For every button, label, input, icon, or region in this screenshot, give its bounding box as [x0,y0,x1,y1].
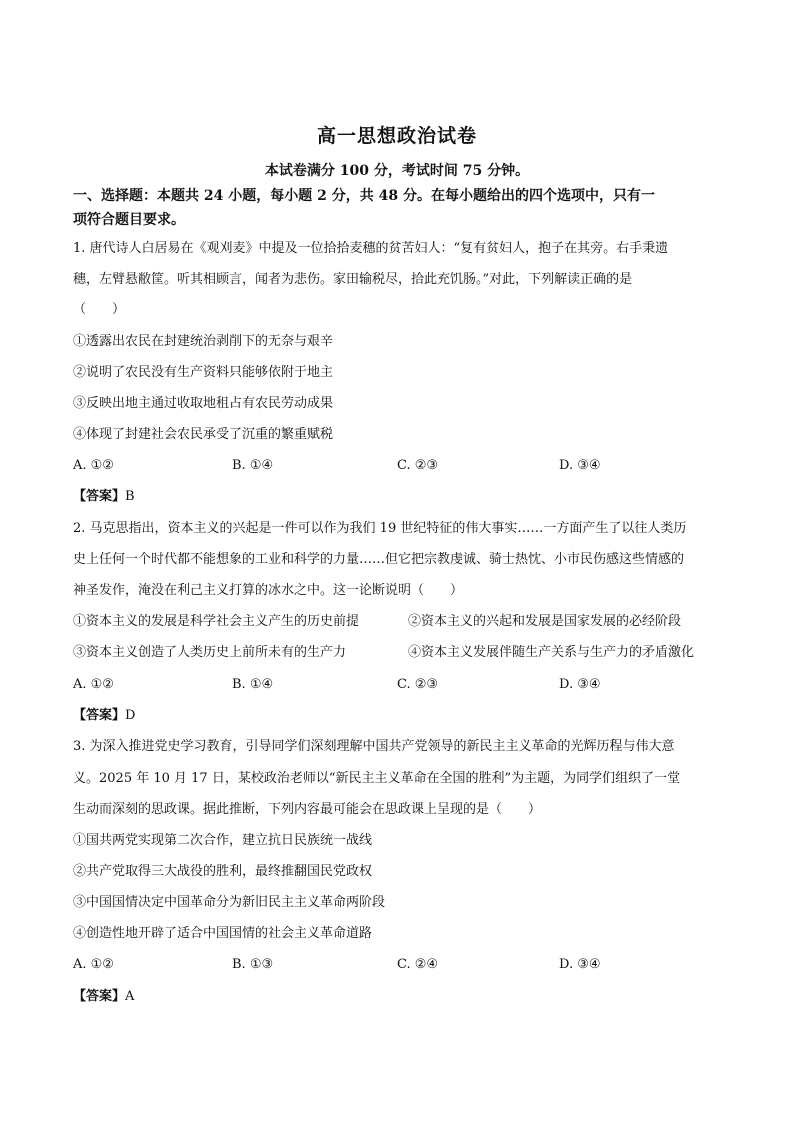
question-stem-line: （ ） [73,302,126,317]
choice-b: B. ①④ [232,677,274,692]
statement-option: ④创造性地开辟了适合中国国情的社会主义革命道路 [73,926,373,941]
statement-option: ④资本主义发展伴随生产关系与生产力的矛盾激化 [408,645,695,660]
answer-label: 【答案】 [73,989,126,1004]
choice-b: B. ①④ [232,458,274,473]
answer-label: 【答案】 [73,708,126,723]
question-stem-line: 生动而深刻的思政课。据此推断，下列内容最可能会在思政课上呈现的是（ ） [73,802,542,817]
page-title: 高一思想政治试卷 [316,125,477,147]
answer-choices [73,456,725,476]
choice-d: D. ③④ [559,458,601,473]
question-stem-line: 2. 马克思指出，资本主义的兴起是一件可以作为我们 19 世纪特征的伟大事实……一方面产生了以往人类历 [73,521,687,536]
statement-option: ②说明了农民没有生产资料只能够依附于地主 [73,365,334,380]
statement-option: ③反映出地主通过收取地租占有农民劳动成果 [73,396,334,411]
answer-line [73,487,135,507]
choice-a: A. ①② [73,458,114,473]
choice-d: D. ③④ [559,957,601,972]
answer-choices [73,675,725,695]
choice-c: C. ②④ [397,957,439,972]
question-stem-line: 1. 唐代诗人白居易在《观刈麦》中提及一位拾拾麦穗的贫苦妇人：“复有贫妇人，抱子在其旁。右手秉遗 [73,241,669,256]
statement-option: ①国共两党实现第二次合作，建立抗日民族统一战线 [73,833,373,848]
statement-option: ②共产党取得三大战役的胜利，最终推翻国民党政权 [73,864,373,879]
statement-option: ③资本主义创造了人类历史上前所未有的生产力 [73,645,347,660]
answer-line [73,706,135,726]
choice-c: C. ②③ [397,458,439,473]
question-stem-line: 神圣发作，淹没在利己主义打算的冰水之中。这一论断说明（ ） [73,583,464,598]
answer-line [73,987,134,1007]
statement-option: ①透露出农民在封建统治剥削下的无奈与艰辛 [73,334,334,349]
statement-option: ③中国国情决定中国革命分为新旧民主主义革命两阶段 [73,895,386,910]
choice-a: A. ①② [73,957,114,972]
statement-option: ①资本主义的发展是科学社会主义产生的历史前提 [73,614,360,629]
answer-label: 【答案】 [73,489,126,504]
statement-option: ②资本主义的兴起和发展是国家发展的必经阶段 [408,614,682,629]
choice-d: D. ③④ [559,677,601,692]
choice-c: C. ②③ [397,677,439,692]
section-heading-cont: 项符合题目要求。 [73,212,185,228]
choice-a: A. ①② [73,677,114,692]
choice-b: B. ①③ [232,957,274,972]
exam-info: 本试卷满分 100 分，考试时间 75 分钟。 [264,163,530,179]
question-stem-line: 义。2025 年 10 月 17 日，某校政治老师以“新民主主义革命在全国的胜利”为主题，为同学们组织了一堂 [73,771,681,786]
statement-option: ④体现了封建社会农民承受了沉重的繁重赋税 [73,427,334,442]
question-stem-line: 史上任何一个时代都不能想象的工业和科学的力量……但它把宗教虔诚、骑士热忱、小市民伤感这些情感的 [73,552,685,567]
answer-value: A [125,989,135,1004]
question-stem-line: 穗，左臂悬敝筐。听其相顾言，闻者为悲伤。家田输税尽，拾此充饥肠。”对此，下列解读正确的是 [73,272,633,287]
answer-value: D [125,708,136,723]
question-stem-line: 3. 为深入推进党史学习教育，引导同学们深刻理解中国共产党领导的新民主主义革命的光辉历程与伟大意 [73,739,675,754]
answer-value: B [125,489,135,504]
section-heading: 一、选择题：本题共 24 小题，每小题 2 分，共 48 分。在每小题给出的四个选项中，只有一 [73,188,655,204]
answer-choices [73,955,725,975]
